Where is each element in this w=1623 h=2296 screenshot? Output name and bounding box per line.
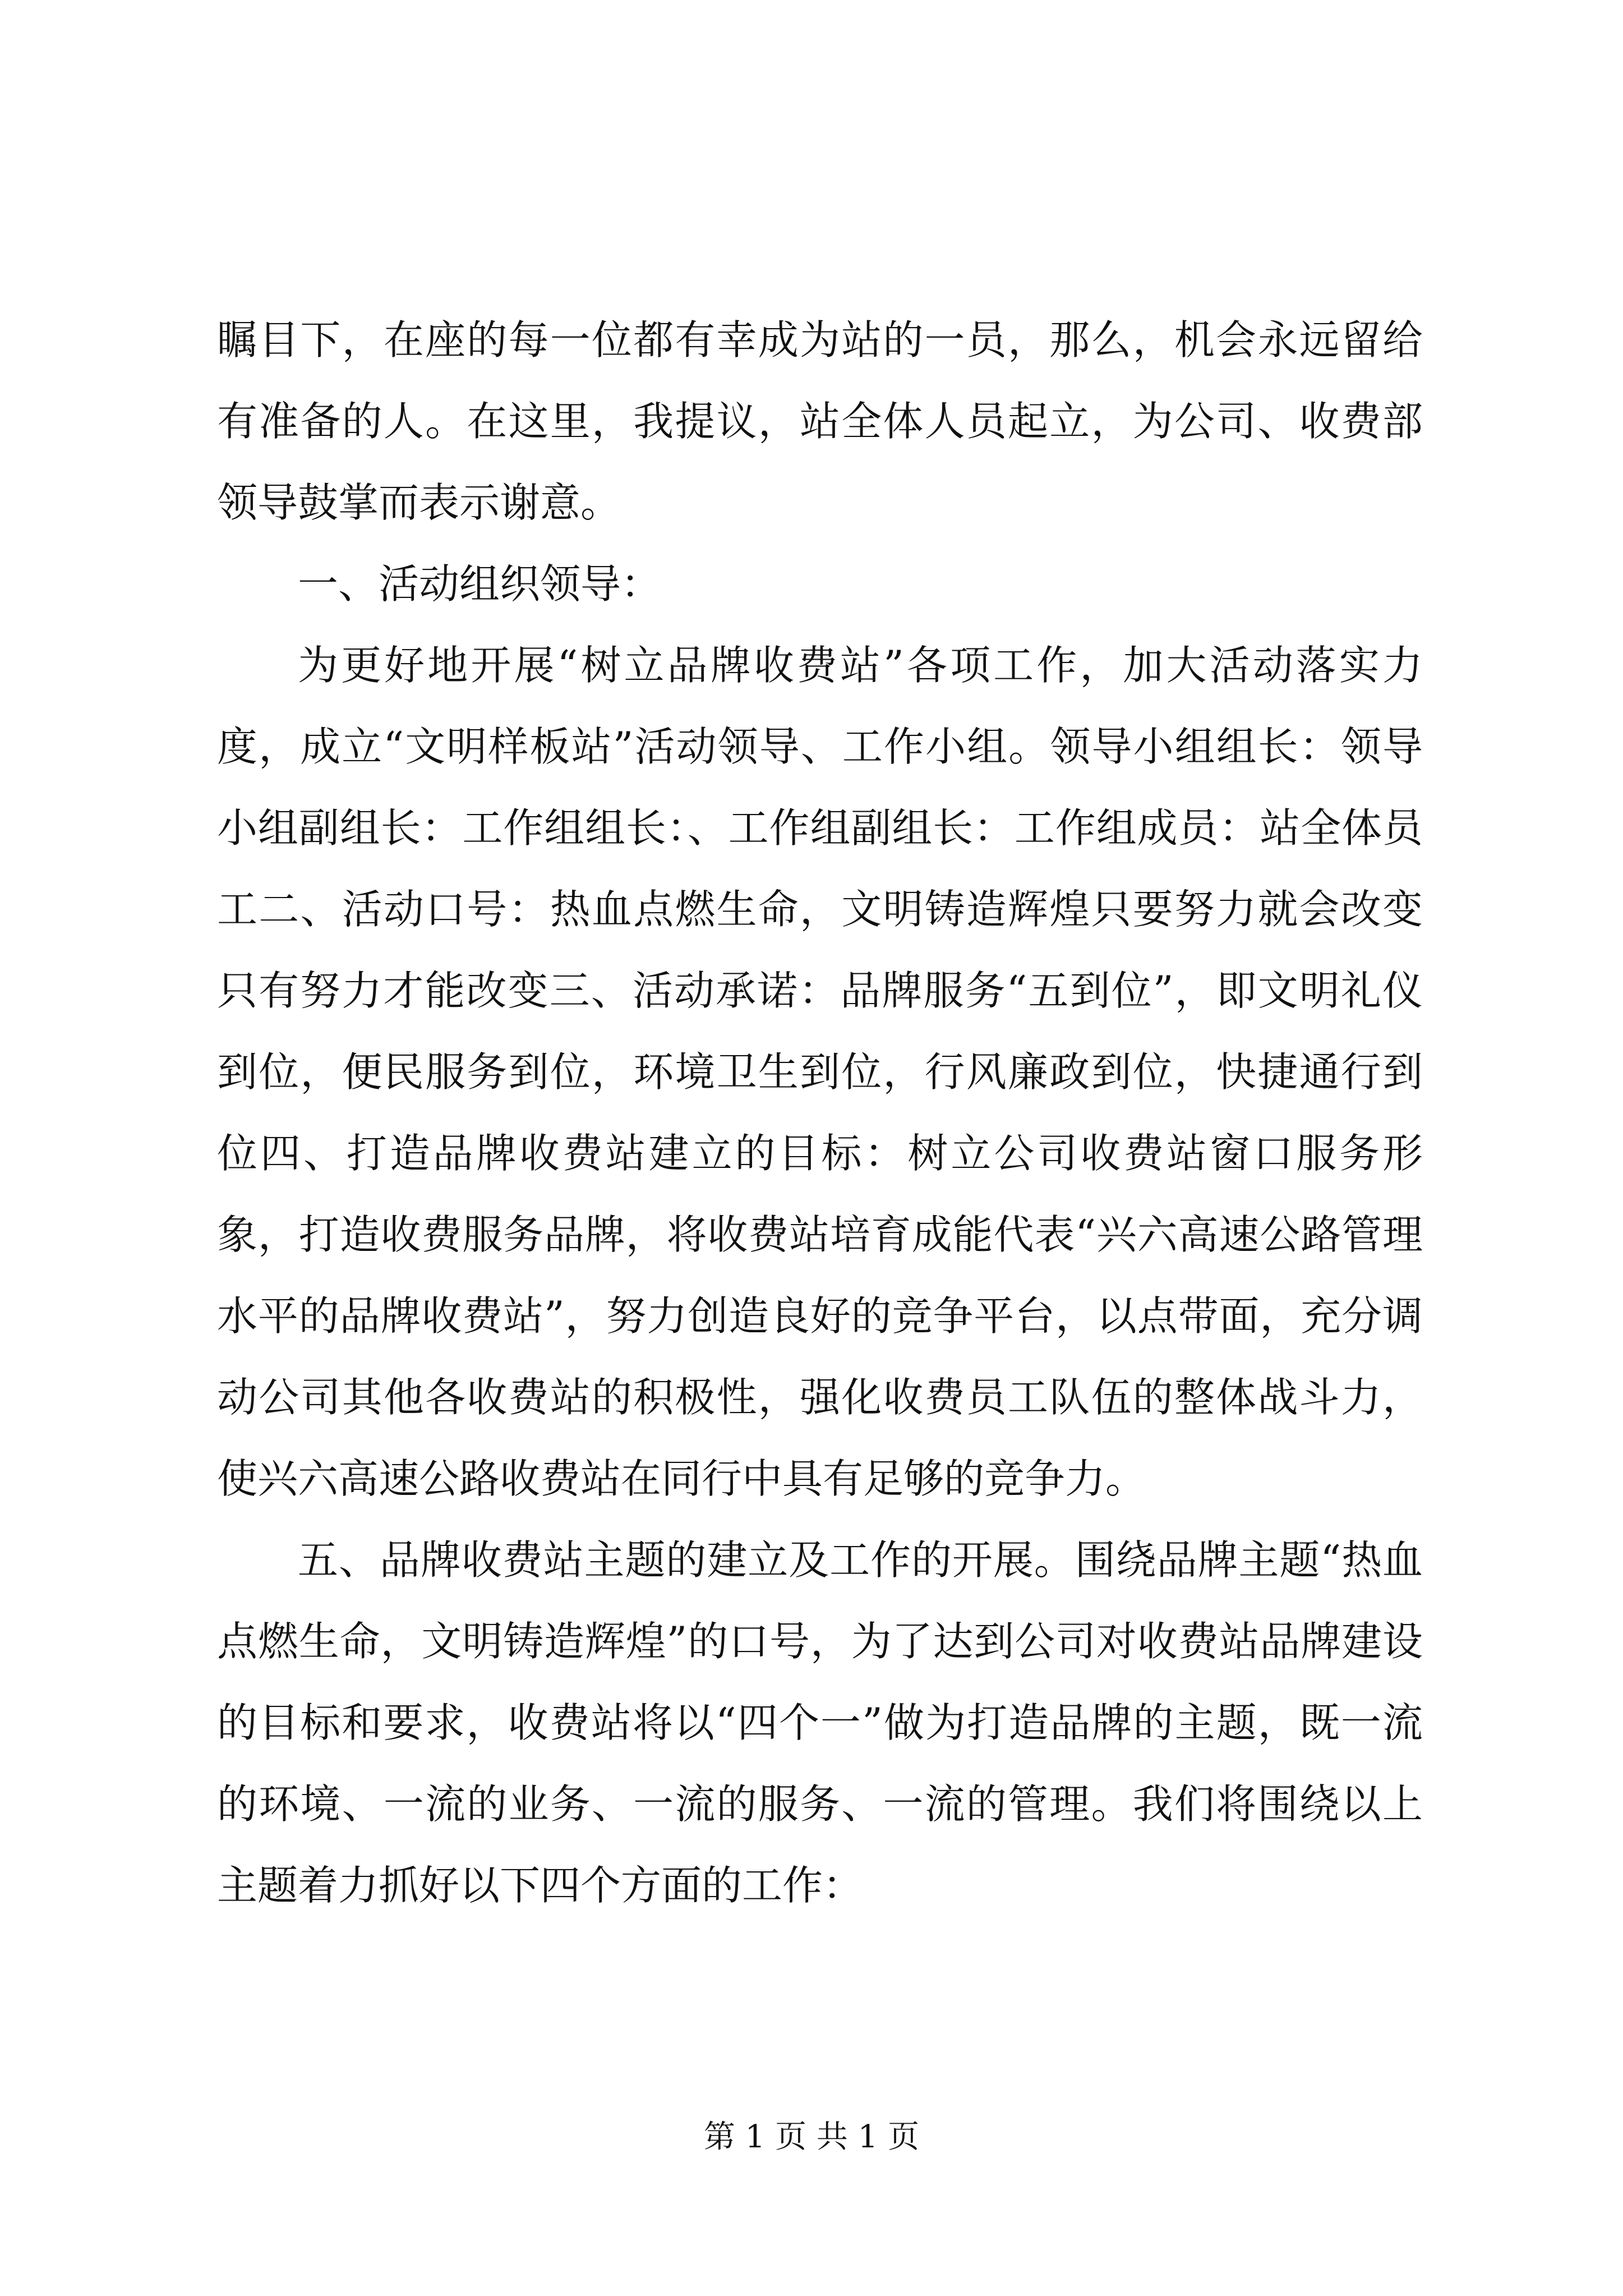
- page-footer: 第 1 页 共 1 页: [703, 2119, 920, 2155]
- section-heading-activity-leadership: 一、活动组织领导：: [298, 560, 662, 608]
- document-body: [217, 300, 1423, 1926]
- paragraph-brand-theme: 五、品牌收费站主题的建立及工作的开展。围绕品牌主题“热血点燃生命，文明铸造辉煌”的口号，为了达到公司对收费站品牌建设的目标和要求，收费站将以“四个一”做为打造品牌的主题，既一流的环境、一流的业务、一流的服务、一流的管理。我们将围绕以上主题着力抓好以下四个方面的工作：: [217, 1536, 1423, 1909]
- paragraph-continuation: 瞩目下，在座的每一位都有幸成为站的一员，那么，机会永远留给有准备的人。在这里，我提议，站全体人员起立，为公司、收费部领导鼓掌而表示谢意。: [217, 316, 1423, 526]
- paragraph-activity-details: 为更好地开展“树立品牌收费站”各项工作，加大活动落实力度，成立“文明样板站”活动领导、工作小组。领导小组组长：领导小组副组长：工作组组长：、工作组副组长：工作组成员：站全体员工二、活动口号：热血点燃生命，文明铸造辉煌只要努力就会改变只有努力才能改变三、活动承诺：品牌服务“五到位”，即文明礼仪到位，便民服务到位，环境卫生到位，行风廉政到位，快捷通行到位四、打造品牌收费站建立的目标：树立公司收费站窗口服务形象，打造收费服务品牌，将收费站培育成能代表“兴六高速公路管理水平的品牌收费站”，努力创造良好的竞争平台，以点带面，充分调动公司其他各收费站的积极性，强化收费员工队伍的整体战斗力，使兴六高速公路收费站在同行中具有足够的竞争力。: [217, 642, 1423, 1502]
